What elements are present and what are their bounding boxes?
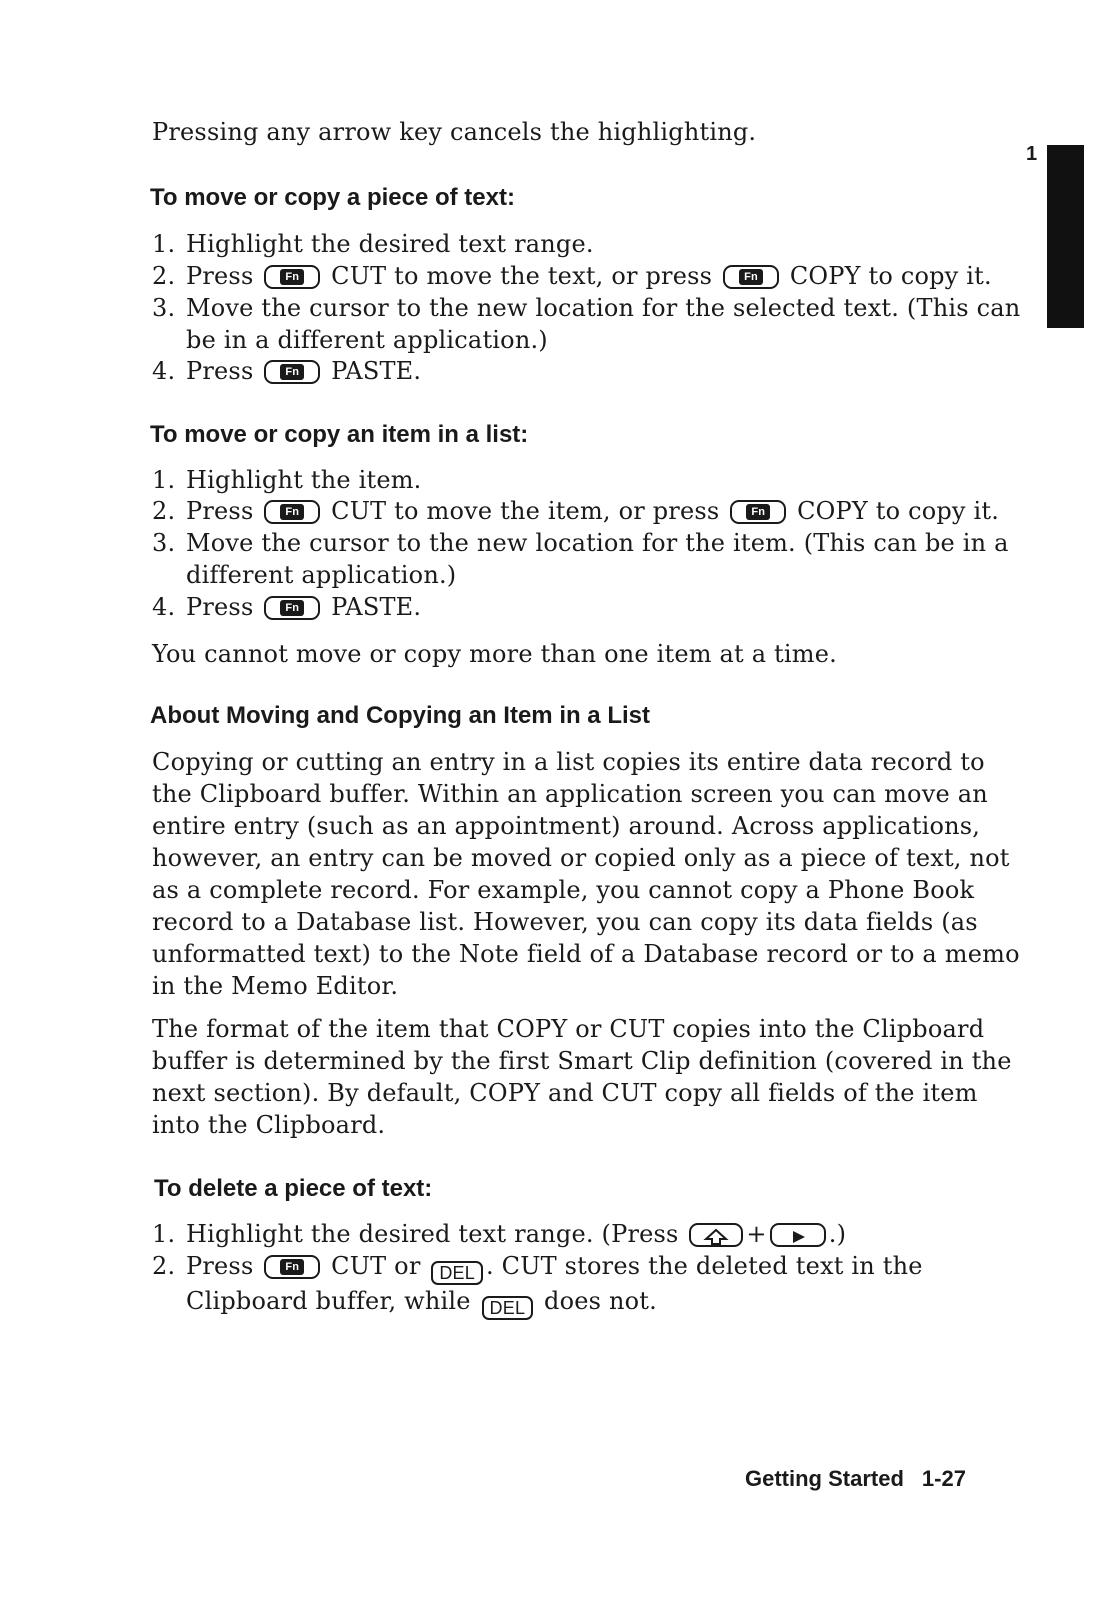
right-arrow-icon <box>772 1227 824 1247</box>
fn-key-icon <box>264 360 320 384</box>
section-heading-move-copy-item: To move or copy an item in a list: <box>150 421 529 448</box>
step-text: Press <box>186 593 254 621</box>
paragraph-line: next section). By default, COPY and CUT copy all fields of the item <box>152 1079 978 1107</box>
shift-key-icon <box>689 1223 743 1247</box>
plus-sign: + <box>746 1220 767 1248</box>
list-item <box>152 262 992 290</box>
list-item <box>152 230 594 258</box>
step-text: Highlight the item. <box>186 466 422 494</box>
fn-key-label: Fn <box>739 269 763 285</box>
shift-arrow-icon <box>691 1227 741 1247</box>
fn-key-label: Fn <box>280 504 304 520</box>
paragraph-line: as a complete record. For example, you cannot copy a Phone Book <box>152 876 975 904</box>
step-number: 4. <box>152 357 176 385</box>
list-item <box>152 1250 923 1320</box>
step-number: 2. <box>152 497 176 525</box>
list-item <box>152 1220 846 1248</box>
step-text: Highlight the desired text range. (Press <box>186 1220 679 1248</box>
step-text: does not. <box>544 1287 657 1315</box>
right-arrow-key-icon <box>770 1223 826 1247</box>
list-item <box>152 357 421 385</box>
step-text-continued <box>152 1285 923 1320</box>
step-text: CUT to move the item, or press <box>331 497 720 525</box>
step-text: Press <box>186 357 254 385</box>
step-text: Press <box>186 262 254 290</box>
paragraph-line: into the Clipboard. <box>152 1111 386 1139</box>
step-text: Clipboard buffer, while <box>186 1287 471 1315</box>
step-number: 1. <box>152 230 176 258</box>
step-text: PASTE. <box>331 593 422 621</box>
step-number: 4. <box>152 593 176 621</box>
page-number: 1-27 <box>921 1466 966 1491</box>
step-text: CUT or <box>331 1252 421 1280</box>
step-text: PASTE. <box>331 357 422 385</box>
fn-key-label: Fn <box>746 504 770 520</box>
step-text-continued: different application.) <box>186 561 457 589</box>
list-item <box>152 527 1009 591</box>
step-text: COPY to copy it. <box>797 497 1000 525</box>
paragraph-line: record to a Database list. However, you can copy its data fields (as <box>152 908 978 936</box>
step-text: .) <box>828 1220 847 1248</box>
note-text: You cannot move or copy more than one item at a time. <box>152 640 837 668</box>
paragraph-line: Copying or cutting an entry in a list copies its entire data record to <box>152 748 985 776</box>
fn-key-label: Fn <box>280 1259 304 1275</box>
intro-text: Pressing any arrow key cancels the highlighting. <box>152 118 757 146</box>
fn-key-icon <box>264 265 320 289</box>
step-text: Move the cursor to the new location for the selected text. (This can <box>186 294 1021 322</box>
step-text: Press <box>186 1252 254 1280</box>
fn-key-label: Fn <box>280 269 304 285</box>
list-item <box>152 292 1020 356</box>
step-text: Highlight the desired text range. <box>186 230 594 258</box>
paragraph-line: The format of the item that COPY or CUT copies into the Clipboard <box>152 1015 985 1043</box>
paragraph-line: entire entry (such as an appointment) around. Across applications, <box>152 812 981 840</box>
step-text: . CUT stores the deleted text in the <box>485 1252 923 1280</box>
fn-key-icon <box>723 265 779 289</box>
step-number: 1. <box>152 1220 176 1248</box>
del-key-icon: DEL <box>482 1296 534 1320</box>
step-number: 3. <box>152 529 176 557</box>
list-item <box>152 466 422 494</box>
del-key-icon: DEL <box>431 1261 483 1285</box>
step-text: Move the cursor to the new location for the item. (This can be in a <box>186 529 1009 557</box>
step-number: 2. <box>152 1252 176 1280</box>
section-heading-move-copy-text: To move or copy a piece of text: <box>150 184 515 211</box>
list-item <box>152 593 421 621</box>
paragraph-line: the Clipboard buffer. Within an application screen you can move an <box>152 780 988 808</box>
chapter-number: 1 <box>1026 143 1038 165</box>
section-heading-delete-text: To delete a piece of text: <box>154 1175 433 1202</box>
fn-key-icon <box>730 500 786 524</box>
fn-key-icon <box>264 596 320 620</box>
section-heading-about-moving: About Moving and Copying an Item in a List <box>150 702 650 729</box>
step-number: 1. <box>152 466 176 494</box>
chapter-tab-marker <box>1047 145 1084 328</box>
page-footer <box>745 1466 966 1492</box>
paragraph-line: buffer is determined by the first Smart Clip definition (covered in the <box>152 1047 1012 1075</box>
step-text: Press <box>186 497 254 525</box>
fn-key-label: Fn <box>280 600 304 616</box>
step-number: 3. <box>152 294 176 322</box>
list-item <box>152 497 999 525</box>
step-text: CUT to move the text, or press <box>331 262 713 290</box>
fn-key-label: Fn <box>280 364 304 380</box>
footer-title: Getting Started <box>745 1466 904 1491</box>
paragraph-line: however, an entry can be moved or copied only as a piece of text, not <box>152 844 1010 872</box>
paragraph-line: in the Memo Editor. <box>152 972 399 1000</box>
step-number: 2. <box>152 262 176 290</box>
paragraph-line: unformatted text) to the Note field of a Database record or to a memo <box>152 940 1020 968</box>
fn-key-icon <box>264 500 320 524</box>
paragraph <box>152 1013 1012 1141</box>
step-text-continued: be in a different application.) <box>186 326 548 354</box>
fn-key-icon <box>264 1255 320 1279</box>
paragraph <box>152 746 1020 1002</box>
step-text: COPY to copy it. <box>789 262 992 290</box>
